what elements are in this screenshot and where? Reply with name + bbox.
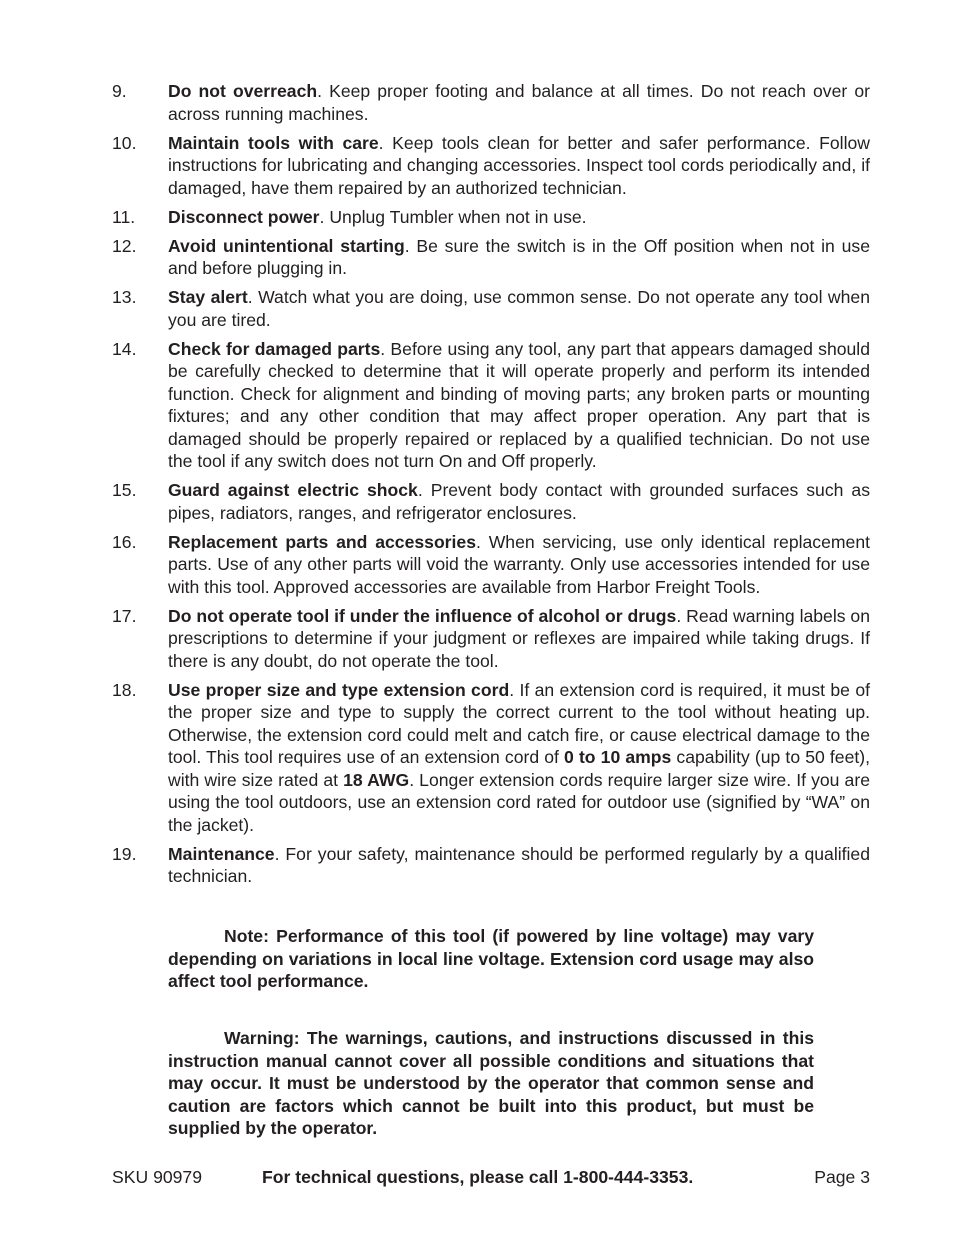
item-title: Maintain tools with care <box>168 132 379 153</box>
item-text: . Keep tools clean for better and safer performance. Follow instructions for lubricating and changing accessories. Inspect tool cords periodically and, if damaged, have them repaired by an authorized technician. <box>168 132 870 198</box>
item-body <box>168 605 870 673</box>
item-title: Do not overreach <box>168 81 318 101</box>
list-item <box>112 479 870 524</box>
item-title: Do not operate tool if under the influence of alcohol or drugs <box>168 605 677 626</box>
item-title: Guard against electric shock <box>168 480 418 500</box>
performance-note: Note: Performance of this tool (if powered by line voltage) may vary depending on variations in local line voltage. Extension cord usage may also affect tool performance. <box>168 926 814 991</box>
operator-warning: Warning: The warnings, cautions, and instructions discussed in this instruction manual cannot cover all possible conditions and situations that may occur. It must be understood by the operator that common sense and caution are factors which cannot be built into this product, but must be supplied by the operator. <box>168 1028 814 1138</box>
list-item <box>112 206 870 229</box>
item-number: 16. <box>112 531 137 552</box>
item-body <box>168 80 870 125</box>
item-text: . If an extension cord is required, it must be of the proper size and type to supply the correct current to the tool without heating up. Otherwise, the extension cord could melt and catch fire, or cause electrical damage to the tool. This tool requires use of an extension cord of <box>168 679 870 767</box>
item-body <box>168 531 870 599</box>
item-body <box>168 679 870 837</box>
support-phone: For technical questions, please call 1-800-444-3353. <box>262 1167 694 1187</box>
item-body <box>168 132 870 200</box>
list-item <box>112 80 870 125</box>
item-title: Check for damaged parts <box>168 338 381 359</box>
item-text: . Unplug Tumbler when not in use. <box>319 206 587 227</box>
item-text: . Prevent body contact with grounded surfaces such as pipes, radiators, ranges, and refrigerator enclosures. <box>168 480 870 523</box>
item-number: 12. <box>112 235 137 256</box>
list-item <box>112 531 870 599</box>
item-title: Maintenance <box>168 843 275 864</box>
list-item <box>112 286 870 331</box>
item-text: . For your safety, maintenance should be performed regularly by a qualified technician. <box>168 843 870 886</box>
item-body <box>168 479 870 524</box>
list-item <box>112 605 870 673</box>
list-item <box>112 235 870 280</box>
amps-rating: 0 to 10 amps <box>564 747 672 767</box>
wire-gauge: 18 AWG <box>343 769 410 790</box>
item-text: . Be sure the switch is in the Off position when not in use and before plugging in. <box>168 235 870 278</box>
item-number: 19. <box>112 843 137 864</box>
item-text: capability (up to 50 feet), with wire size rated at <box>168 747 870 790</box>
item-text: . Keep proper footing and balance at all times. Do not reach over or across running machines. <box>168 81 870 124</box>
item-title: Replacement parts and accessories <box>168 531 476 552</box>
item-number: 9. <box>112 81 127 101</box>
item-text: . Before using any tool, any part that appears damaged should be carefully checked to determine that it will operate properly and perform its intended function. Check for alignment and binding of moving parts; any broken parts or mounting fixtures; and any other condition that may affect proper operation. Any part that is damaged should be properly repaired or replaced by a qualified technician. Do not use the tool if any switch does not turn On and Off properly. <box>168 338 871 471</box>
item-body <box>168 286 870 331</box>
item-text: . When servicing, use only identical replacement parts. Use of any other parts will void the warranty. Only use accessories intended for use with this tool. Approved accessories are available from Harbor Freight Tools. <box>168 531 870 597</box>
list-item <box>112 679 870 837</box>
item-title: Disconnect power <box>168 206 320 227</box>
item-number: 17. <box>112 605 137 626</box>
item-number: 13. <box>112 287 137 307</box>
item-body <box>168 235 870 280</box>
item-number: 10. <box>112 132 137 153</box>
list-item <box>112 132 870 200</box>
item-body <box>168 206 870 229</box>
item-number: 11. <box>112 206 136 227</box>
item-number: 15. <box>112 480 137 500</box>
item-body <box>168 843 870 888</box>
item-number: 14. <box>112 338 137 359</box>
item-title: Stay alert <box>168 287 248 307</box>
item-title: Avoid unintentional starting <box>168 235 405 256</box>
list-item <box>112 843 870 888</box>
item-text: . Watch what you are doing, use common sense. Do not operate any tool when you are tired. <box>168 287 870 330</box>
item-text: . Read warning labels on prescriptions to determine if your judgment or reflexes are impaired while taking drugs. If there is any doubt, do not operate the tool. <box>168 605 870 671</box>
page-number: Page 3 <box>814 1167 870 1187</box>
page-footer <box>112 1165 870 1189</box>
sku-number: SKU 90979 <box>112 1167 202 1187</box>
safety-rules-list <box>112 80 870 894</box>
item-number: 18. <box>112 679 137 700</box>
item-body <box>168 338 870 473</box>
item-text: . Longer extension cords require larger size wire. If you are using the tool outdoors, use an extension cord rated for outdoor use (signified by “WA” on the jacket). <box>168 769 870 835</box>
item-title: Use proper size and type extension cord <box>168 679 510 700</box>
list-item <box>112 338 870 473</box>
